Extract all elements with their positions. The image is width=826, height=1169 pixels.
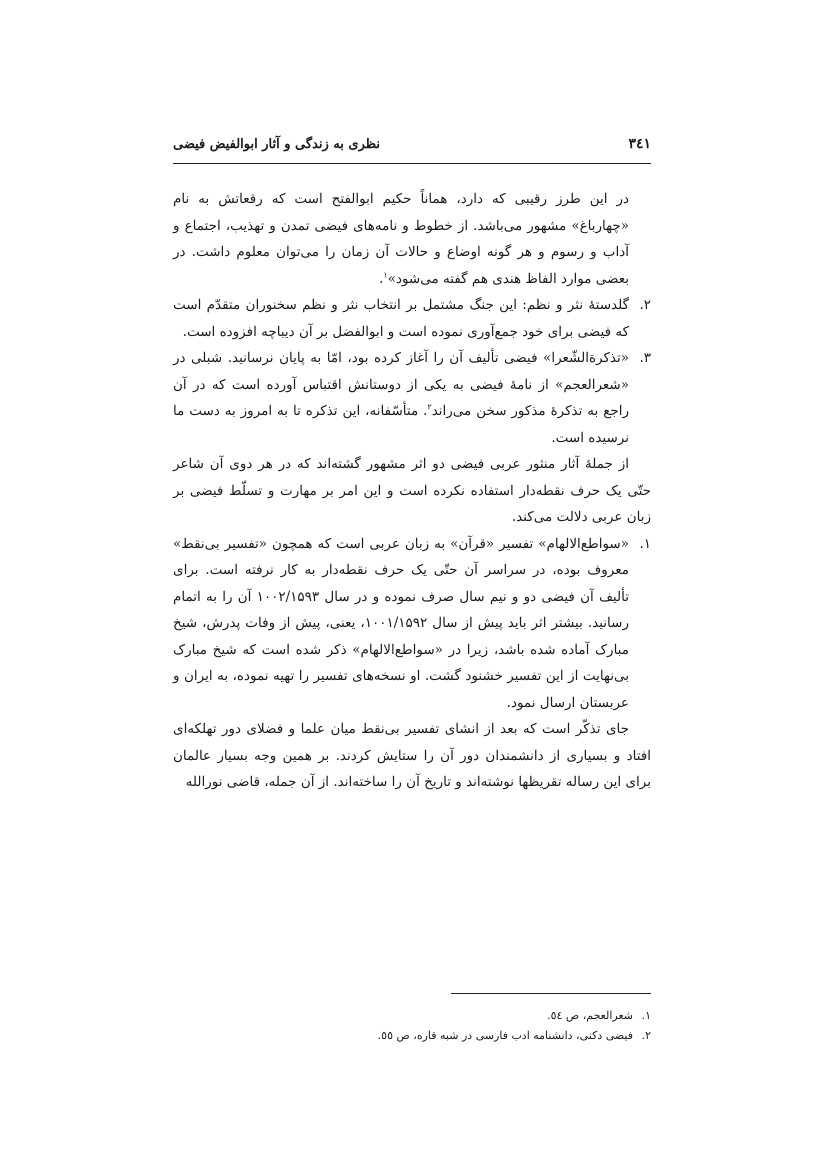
footnote-number: ۲. <box>641 1029 651 1042</box>
footnote-text: شعرالعجم، ص ٥٤. <box>547 1009 633 1022</box>
footnote <box>173 1006 651 1026</box>
list-number: ۱. <box>639 535 651 552</box>
list-item-tazkirat <box>173 345 651 451</box>
list-text: «سواطع‌الالهام» تفسیر «قرآن» به زبان عربی است که همچون «تفسیر بی‌نقط» معروف بوده، در سراسر آن حتّی یک حرف نقطه‌دار به کار نرفته است. برای تألیف آن فیضی دو و نیم سال صرف نموده و در سال ۱۰۰۲/۱۵۹۳ آن را به اتمام رسانید. بیشتر اثر باید پیش از سال ۱۰۰۱/۱۵۹۲، یعنی، پیش از وفات پدرش، شیخ مبارک آماده شده باشد، زیرا در «سواطع‌الالهام» ذکر شده است که شیخ مبارک بی‌نهایت از این تفسیر خشنود گشت. او نسخه‌های تفسیر را تهیه نموده، به ایران و عربستان ارسال نمود. <box>173 535 630 711</box>
list-text <box>173 345 629 451</box>
list-text: گلدستهٔ نثر و نظم: این جنگ مشتمل بر انتخاب نثر و نظم سخنوران متقدّم است که فیضی برای خود جمع‌آوری نموده است و ابوالفضل بر آن دیباچه افزوده است. <box>173 297 629 340</box>
page-number: ۳٤۱ <box>628 136 651 152</box>
list-number: ۲. <box>639 297 651 313</box>
list-text-end: . متأسّفانه، این تذکره تا به امروز به دست ما نرسیده است. <box>173 403 629 446</box>
footnote-number: ۱. <box>641 1009 651 1022</box>
list-item-sawati <box>173 531 651 717</box>
footnotes <box>173 1006 651 1046</box>
quote-end: . <box>379 270 384 287</box>
page <box>173 136 651 1042</box>
paragraph-reception: جای تذکّر است که بعد از انشای تفسیر بی‌نقط میان علما و فضلای دور تهلکه‌ای افتاد و بسیاری از دانشمندان دور آن را ستایش کردند. بر همین وجه بسیار عالمان برای این رساله تقریظها نوشته‌اند و تاریخ آن را ساخته‌اند. از آن جمله، قاضی نورالله <box>173 721 651 790</box>
paragraph-arabic-works: از جملهٔ آثار منثور عربی فیضی دو اثر مشهور گشته‌اند که در هر دوی آن شاعر حتّی یک حرف نقطه‌دار استفاده نکرده است و این امر بر مهارت و تسلّط فیضی بر زبان عربی دلالت می‌کند. <box>173 456 651 525</box>
body-text <box>173 186 651 796</box>
list-number: ۳. <box>639 350 651 366</box>
quote-text: در این طرز رقیبی که دارد، هماناً حکیم ابوالفتح است که رقعاتش به نام «چهارباغ» مشهور می‌باشد. از خطوط و نامه‌های فیضی تمدن و تهذیب، اجتماع و آداب و رسوم و هر گونه اوضاع و حالات آن زمان را می‌توان معلوم داشت. در بعضی موارد الفاظ هندی هم گفته می‌شود» <box>173 191 629 287</box>
quote-paragraph <box>173 186 651 292</box>
footnote-text: فیضی دکنی، دانشنامه ادب فارسی در شبه قاره، ص ٥٥. <box>377 1029 633 1042</box>
running-title: نظری به زندگی و آثار ابوالفیض فیضی <box>173 137 381 152</box>
footnote-ref-2: ۲ <box>427 402 432 412</box>
running-header <box>173 136 651 164</box>
footnote-ref-1: ۱ <box>383 270 388 279</box>
list-text-part: «تذکرةالشّعرا» فیضی تألیف آن را آغاز کرده بود، امّا به پایان نرسانید. شبلی در «شعرالعجم» از نامهٔ فیضی به یکی از دوستانش اقتباس آورده است که در آن راجع به تذکرهٔ مذکور سخن می‌راند <box>173 350 629 419</box>
list-item-golddasteh <box>173 292 651 345</box>
footnote <box>173 1026 651 1046</box>
footnote-divider <box>451 993 651 994</box>
